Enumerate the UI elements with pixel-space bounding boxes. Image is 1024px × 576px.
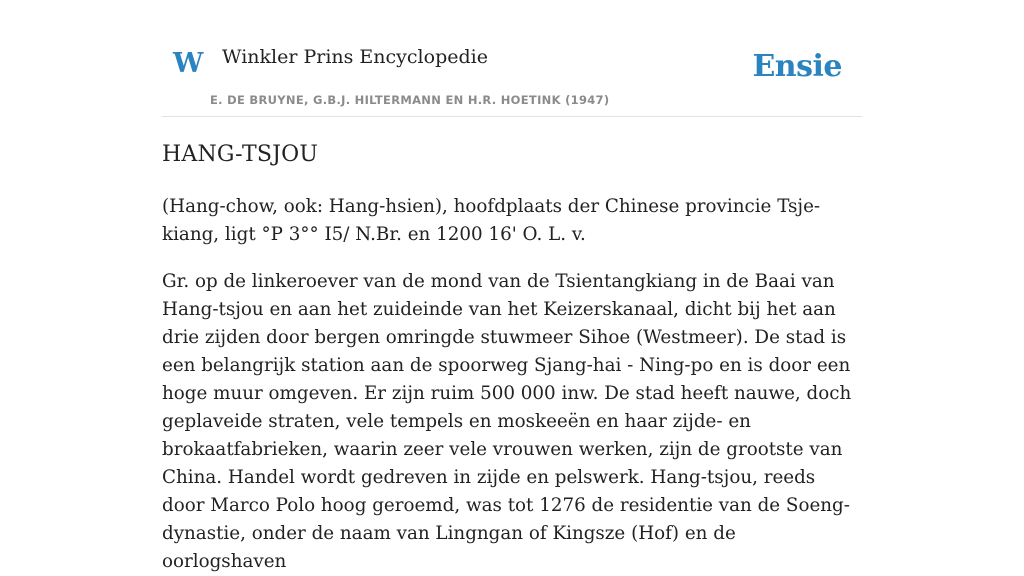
winkler-prins-logo[interactable]: W xyxy=(173,48,204,79)
ensie-brand-logo[interactable]: Ensie xyxy=(752,49,842,84)
site-title[interactable]: Winkler Prins Encyclopedie xyxy=(222,46,488,68)
article-title: HANG-TSJOU xyxy=(162,142,319,167)
site-header xyxy=(162,0,862,117)
article xyxy=(162,140,862,576)
authors-byline: E. DE BRUYNE, G.B.J. HILTERMANN EN H.R. HOETINK (1947) xyxy=(210,93,610,107)
article-paragraph-2: Gr. op de linkeroever van de mond van de Tsientangkiang in de Baai van Hang-tsjou en aan het zuideinde van het Keizerskanaal, dicht bij het aan drie zijden door bergen omringde stuwmeer Sihoe (Westmeer). De stad is een belangrijk station aan de spoorweg Sjang-hai - Ning-po en is door een hoge muur omgeven. Er zijn ruim 500 000 inw. De stad heeft nauwe, doch geplaveide straten, vele tempels en moskeeën en haar zijde- en brokaatfabrieken, waarin zeer vele vrouwen werken, zijn de grootste van China. Handel wordt gedreven in zijde en pelswerk. Hang-tsjou, reeds door Marco Polo hoog geroemd, was tot 1276 de residentie van de Soeng-dynastie, onder de naam van Lingngan of Kingsze (Hof) en de oorlogshaven xyxy=(162,271,852,572)
article-paragraph-1: (Hang-chow, ook: Hang-hsien), hoofdplaats der Chinese provincie Tsje-kiang, ligt °P 3°° I5/ N.Br. en 1200 16' O. L. v. xyxy=(162,196,821,245)
